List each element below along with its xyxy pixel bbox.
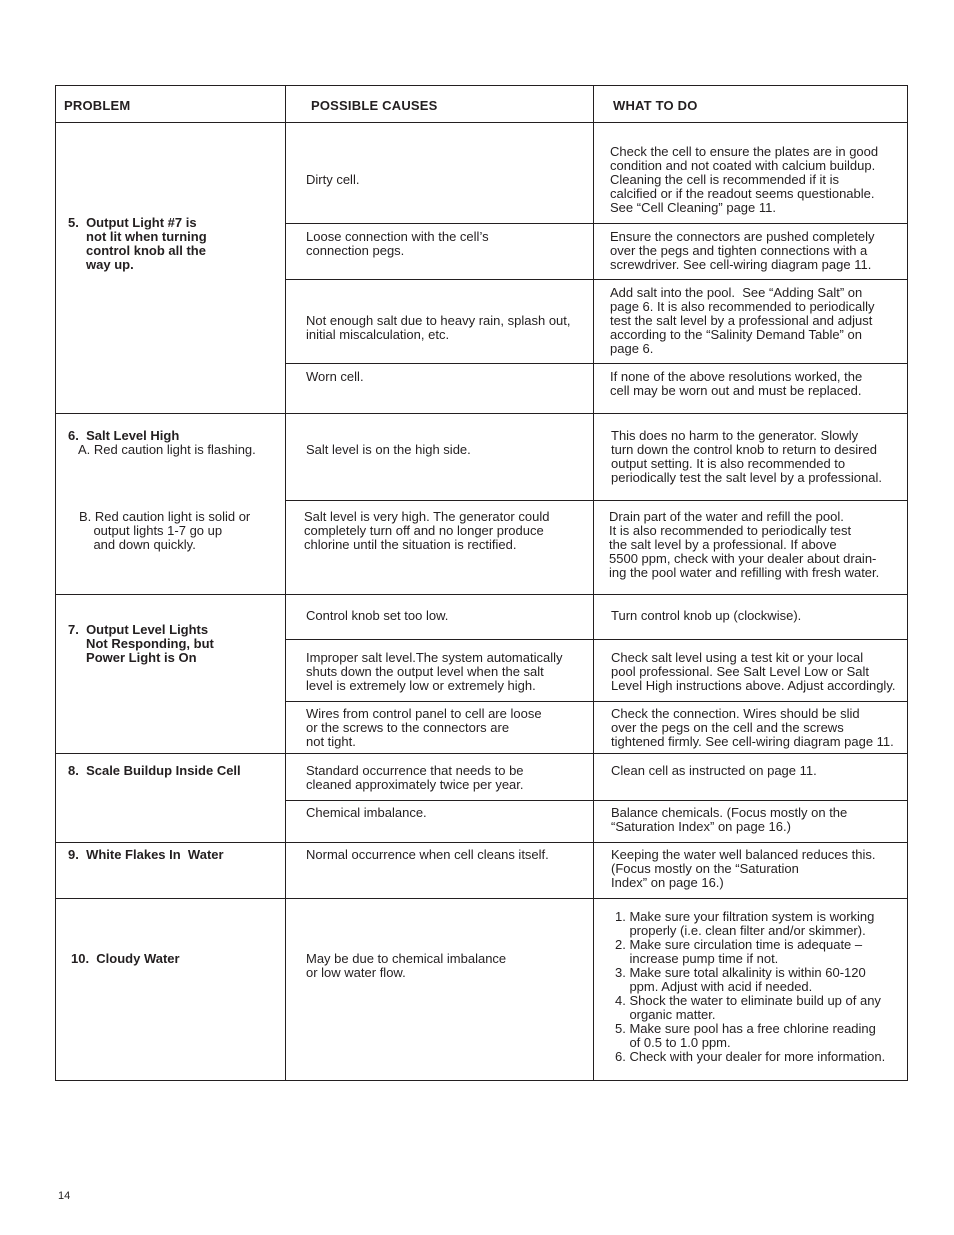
row-divider bbox=[285, 500, 907, 501]
problem-5: 5. Output Light #7 is not lit when turning control knob all the way up. bbox=[68, 215, 207, 272]
cause-8-1: Standard occurrence that needs to be cleaned approximately twice per year. bbox=[306, 763, 524, 792]
row-divider bbox=[285, 223, 907, 224]
action-7-2: Check salt level using a test kit or your local pool professional. See Salt Level Low or Salt Level High instructions above. Adjust accordingly. bbox=[611, 650, 896, 693]
row-divider bbox=[285, 363, 907, 364]
cause-10-1: May be due to chemical imbalance or low water flow. bbox=[306, 951, 507, 980]
action-5-2: Ensure the connectors are pushed completely over the pegs and tighten connections with a screwdriver. See cell-wiring diagram page 11. bbox=[610, 229, 875, 272]
cause-7-1: Control knob set too low. bbox=[306, 608, 449, 623]
action-8-2: Balance chemicals. (Focus mostly on the “Saturation Index” on page 16.) bbox=[611, 805, 848, 834]
cause-5-4: Worn cell. bbox=[306, 369, 364, 384]
column-divider bbox=[593, 86, 594, 1080]
problem-7: 7. Output Level Lights Not Responding, but Power Light is On bbox=[68, 622, 214, 665]
cause-9-1: Normal occurrence when cell cleans itself. bbox=[306, 847, 549, 862]
header-causes: POSSIBLE CAUSES bbox=[311, 98, 438, 113]
row-divider bbox=[285, 639, 907, 640]
action-6-2: Drain part of the water and refill the pool. It is also recommended to periodically test the salt level by a professional. If above 5500 ppm, check with your dealer about drain- ing the pool water and refilling with fresh water. bbox=[609, 509, 880, 580]
problem-10: 10. Cloudy Water bbox=[71, 951, 180, 966]
cause-5-2: Loose connection with the cell’s connection pegs. bbox=[306, 229, 489, 258]
cause-5-1: Dirty cell. bbox=[306, 172, 360, 187]
cause-8-2: Chemical imbalance. bbox=[306, 805, 427, 820]
problem-9: 9. White Flakes In Water bbox=[68, 847, 224, 862]
problem-8: 8. Scale Buildup Inside Cell bbox=[68, 763, 241, 778]
row-divider bbox=[56, 594, 907, 595]
row-divider bbox=[285, 800, 907, 801]
row-divider bbox=[285, 701, 907, 702]
problem-6-sub-a: A. Red caution light is flashing. bbox=[78, 442, 256, 457]
action-7-3: Check the connection. Wires should be slid over the pegs on the cell and the screws tightened firmly. See cell-wiring diagram page 11. bbox=[611, 706, 894, 749]
problem-6-sub-b: B. Red caution light is solid or output lights 1-7 go up and down quickly. bbox=[79, 509, 251, 552]
cause-5-3: Not enough salt due to heavy rain, splash out, initial miscalculation, etc. bbox=[306, 313, 571, 342]
cause-7-3: Wires from control panel to cell are loose or the screws to the connectors are not tight. bbox=[306, 706, 542, 749]
action-7-1: Turn control knob up (clockwise). bbox=[611, 608, 802, 623]
page-number: 14 bbox=[58, 1190, 71, 1202]
action-5-4: If none of the above resolutions worked, the cell may be worn out and must be replaced. bbox=[610, 369, 863, 398]
problem-6-title: 6. Salt Level High bbox=[68, 428, 180, 443]
row-divider bbox=[56, 842, 907, 843]
row-divider bbox=[56, 122, 907, 123]
action-5-3: Add salt into the pool. See “Adding Salt” on page 6. It is also recommended to periodically test the salt level by a professional and adjust according to the “Salinity Demand Table” on page 6. bbox=[610, 285, 875, 356]
action-9-1: Keeping the water well balanced reduces this. (Focus mostly on the “Saturation Index” on page 16.) bbox=[611, 847, 876, 890]
row-divider bbox=[56, 413, 907, 414]
action-10-1: 1. Make sure your filtration system is working properly (i.e. clean filter and/or skimmer). 2. Make sure circulation time is adequate – increase pump time if not. 3. Make sure total alkalinity is within 60-120 ppm. Adjust with acid if needed. 4. Shock the water to eliminate build up of any organic matter. 5. Make sure pool has a free chlorine reading of 0.5 to 1.0 ppm. 6. Check with your dealer for more information. bbox=[615, 909, 886, 1064]
action-8-1: Clean cell as instructed on page 11. bbox=[611, 763, 817, 778]
cause-6-2: Salt level is very high. The generator could completely turn off and no longer produce chlorine until the situation is rectified. bbox=[304, 509, 550, 552]
column-divider bbox=[285, 86, 286, 1080]
cause-6-1: Salt level is on the high side. bbox=[306, 442, 471, 457]
header-what-to-do: WHAT TO DO bbox=[613, 98, 698, 113]
row-divider bbox=[56, 898, 907, 899]
action-6-1: This does no harm to the generator. Slowly turn down the control knob to return to desired output setting. It is also recommended to periodically test the salt level by a professional. bbox=[611, 428, 882, 485]
header-problem: PROBLEM bbox=[64, 98, 131, 113]
action-5-1: Check the cell to ensure the plates are in good condition and not coated with calcium buildup. Cleaning the cell is recommended if it is calcified or if the readout seems questionable. See “Cell Cleaning” page 11. bbox=[610, 144, 879, 215]
row-divider bbox=[56, 753, 907, 754]
troubleshooting-table bbox=[55, 85, 908, 1081]
row-divider bbox=[285, 279, 907, 280]
cause-7-2: Improper salt level.The system automatically shuts down the output level when the salt level is extremely low or extremely high. bbox=[306, 650, 563, 693]
